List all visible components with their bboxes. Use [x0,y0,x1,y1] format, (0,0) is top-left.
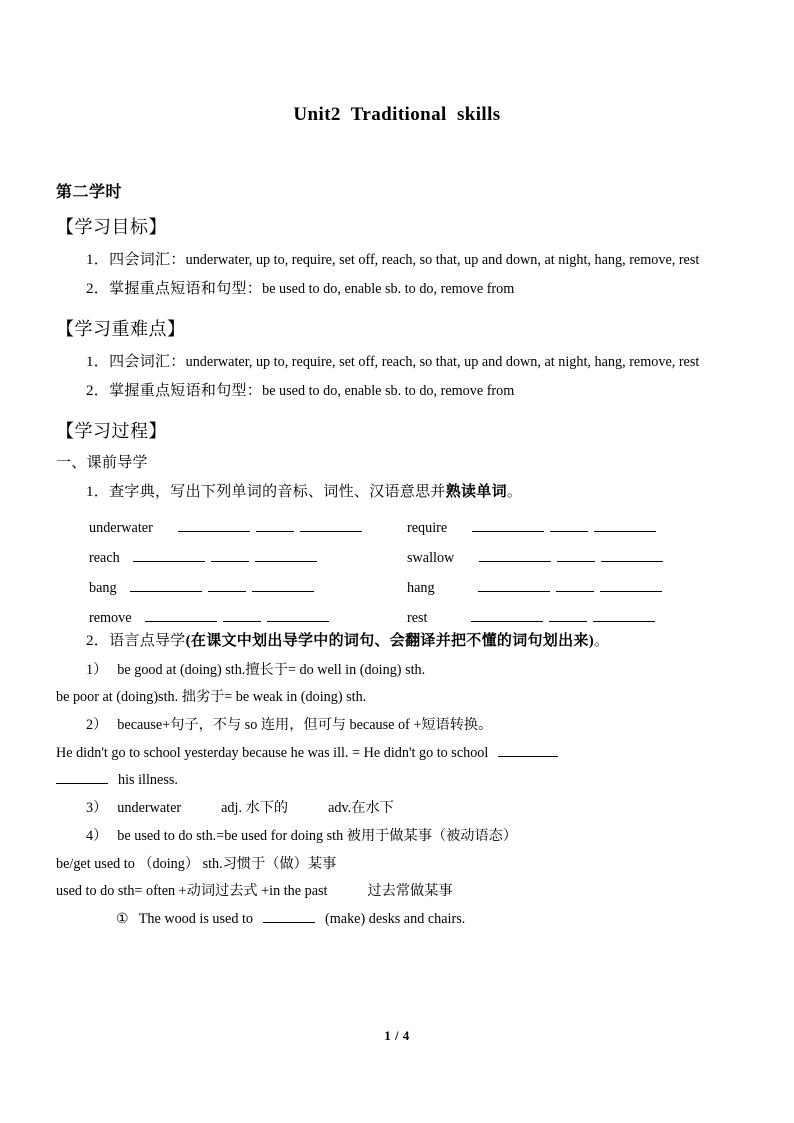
word-cell-hang [385,567,738,597]
objectives-item-2-lead: 2．掌握重点短语和句型： [86,281,263,298]
word-label: underwater [89,520,153,537]
process-task-1-emphasis: 熟读单词 [445,484,507,501]
part-of-speech-blank[interactable] [549,608,587,622]
key-points-item-1-lead: 1．四会词汇： [86,354,186,371]
lesson-label: 第二学时 [56,183,123,201]
language-point-4-number: 4） [86,827,108,844]
section-heading-process: 【学习过程】 [56,420,167,441]
language-point-2-text: because+句子，不与 so 连用，但可与 because of +短语转换。 [117,717,493,734]
phonetic-blank[interactable] [478,578,550,592]
process-task-1-end: 。 [506,484,523,501]
language-point-2 [56,712,738,740]
language-point-4-sub-2-text: used to do sth= often +动词过去式 +in the past [56,883,328,900]
word-label: rest [407,610,428,627]
language-point-3 [56,795,738,823]
part-of-speech-blank[interactable] [223,608,261,622]
objectives-item-2 [56,275,738,304]
key-points-item-1-body: underwater, up to, require, set off, reach, so that, up and down, at night, hang, remove, rest [185,354,700,371]
table-row [56,537,738,567]
language-point-1 [56,657,738,685]
language-point-2-number: 2） [86,717,108,734]
word-cell-require [385,507,738,537]
objectives-item-1-body: underwater, up to, require, set off, reach, so that, up and down, at night, hang, remove, rest [185,252,700,269]
language-point-2-example-line-1 [56,740,738,768]
word-cell-bang [56,567,385,597]
process-task-2-end: 。 [594,633,610,650]
meaning-blank[interactable] [255,548,317,562]
language-point-4-sub-1: be/get used to （doing） sth.习惯于（做）某事 [56,855,337,872]
phonetic-blank[interactable] [471,608,543,622]
process-task-2-lead: 2．语言点导学 [86,633,186,650]
phonetic-blank[interactable] [130,578,202,592]
word-label: swallow [407,550,455,567]
key-points-item-1 [56,341,738,377]
language-point-1-text: be good at (doing) sth.擅长于= do well in (doing) sth. [117,661,426,678]
process-task-1-lead: 1．查字典，写出下列单词的音标、词性、汉语意思并 [86,484,446,501]
part-of-speech-blank[interactable] [211,548,249,562]
phonetic-blank[interactable] [479,548,551,562]
phonetic-blank[interactable] [133,548,205,562]
process-task-2-emphasis: (在课文中划出导学中的词句、会翻译并把不懂的词句划出来) [185,633,595,650]
word-cell-swallow [385,537,738,567]
meaning-blank[interactable] [252,578,314,592]
word-label: reach [89,550,120,567]
objectives-item-1-lead: 1．四会词汇： [86,252,186,269]
language-point-4-sub-2-tail: 过去常做某事 [367,883,453,900]
meaning-blank[interactable] [600,578,662,592]
meaning-blank[interactable] [267,608,329,622]
meaning-blank[interactable] [300,518,362,532]
word-cell-remove [56,597,385,627]
word-label: hang [407,580,435,597]
part-of-speech-blank[interactable] [208,578,246,592]
language-point-4-sub-2 [56,878,738,906]
process-part-1-label: 一、课前导学 [56,454,148,471]
language-point-3-pos-adv: adv.在水下 [328,800,394,817]
language-point-4 [56,823,738,851]
table-row [56,507,738,537]
part-of-speech-blank[interactable] [556,578,594,592]
word-cell-underwater [56,507,385,537]
example-blank[interactable] [498,744,558,757]
part-of-speech-blank[interactable] [256,518,294,532]
word-cell-rest [385,597,738,627]
phonetic-blank[interactable] [472,518,544,532]
word-label: bang [89,580,117,597]
exercise-item-1-text: The wood is used to [138,910,254,927]
phonetic-blank[interactable] [145,608,217,622]
key-points-item-2-body: be used to do, enable sb. to do, remove from [262,383,515,400]
process-task-2 [56,627,738,656]
objectives-item-1 [56,239,738,275]
part-of-speech-blank[interactable] [550,518,588,532]
objectives-item-2-body: be used to do, enable sb. to do, remove from [262,281,515,298]
exercise-item-1 [56,906,738,934]
phonetic-blank[interactable] [178,518,250,532]
language-point-3-number: 3） [86,800,108,817]
page-footer: 1 / 4 [384,1028,410,1043]
process-task-1 [56,478,738,507]
exercise-blank[interactable] [263,910,315,923]
meaning-blank[interactable] [594,518,656,532]
language-point-3-pos-adj: adj. 水下的 [221,800,289,817]
meaning-blank[interactable] [593,608,655,622]
vocabulary-blank-table [56,507,738,627]
key-points-item-2 [56,377,738,406]
word-label: require [407,520,448,537]
table-row [56,597,738,627]
word-label: remove [89,610,132,627]
part-of-speech-blank[interactable] [557,548,595,562]
language-point-4-text: be used to do sth.=be used for doing sth 被用于做某事（被动语态） [117,827,518,844]
language-point-2-example-line-2 [56,767,738,795]
word-cell-reach [56,537,385,567]
example-blank[interactable] [56,771,108,784]
page-title: Unit2 Traditional skills [293,104,501,125]
language-point-3-word: underwater [117,800,182,817]
example-sentence-text: He didn't go to school yesterday because he was ill. = He didn't go to school [56,744,489,761]
example-sentence-tail: his illness. [118,772,178,789]
key-points-item-2-lead: 2．掌握重点短语和句型： [86,383,263,400]
language-point-1-sub: be poor at (doing)sth. 拙劣于= be weak in (doing) sth. [56,689,367,706]
exercise-item-1-tail: (make) desks and chairs. [325,910,466,927]
section-heading-objectives: 【学习目标】 [56,216,167,237]
language-point-1-number: 1） [86,661,108,678]
meaning-blank[interactable] [601,548,663,562]
table-row [56,567,738,597]
circled-number-icon: ① [116,910,129,927]
section-heading-key-points: 【学习重难点】 [56,318,186,339]
